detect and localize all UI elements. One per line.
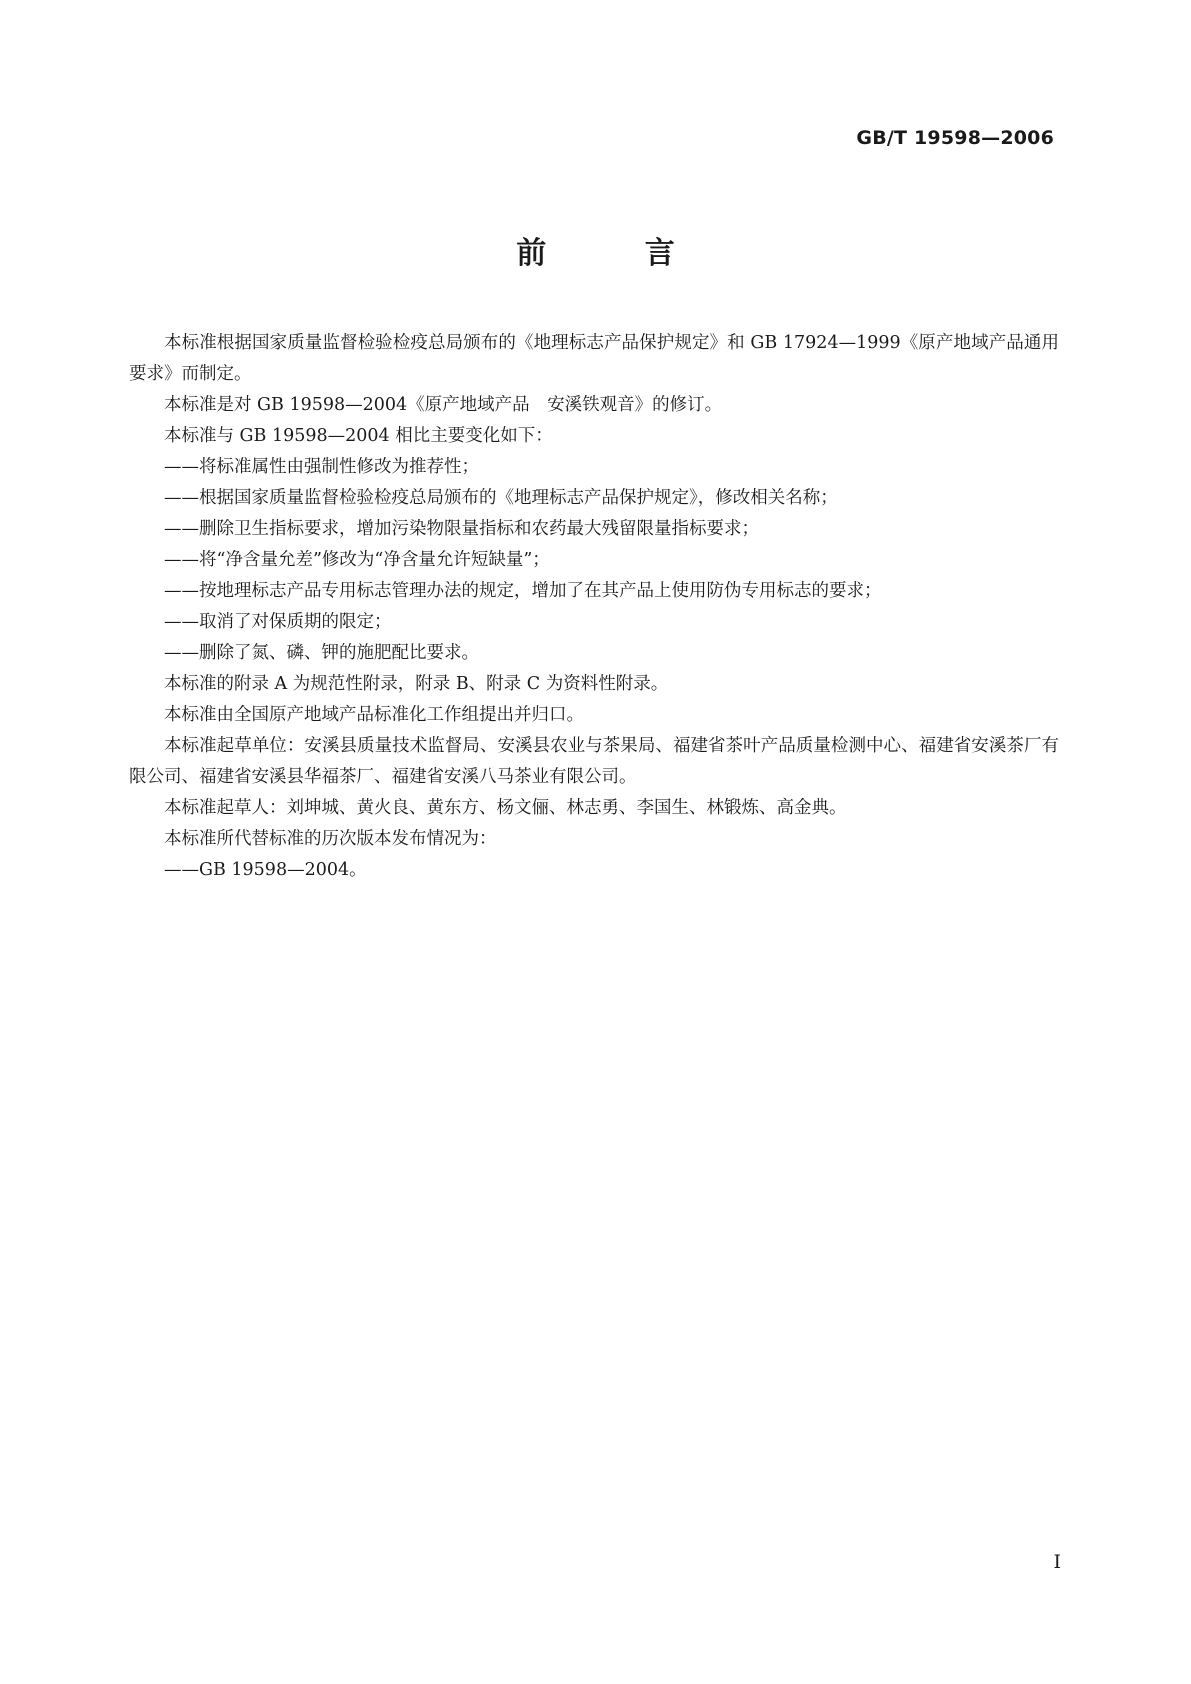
paragraph-proposer: 本标准由全国原产地域产品标准化工作组提出并归口。	[164, 705, 584, 725]
page-number: I	[1053, 1551, 1061, 1573]
paragraph-revision: 本标准是对 GB 19598—2004《原产地域产品 安溪铁观音》的修订。	[164, 395, 723, 415]
paragraph-basis: 本标准根据国家质量监督检验检疫总局颁布的《地理标志产品保护规定》和 GB 17924—1999《原产地域产品通用要求》而制定。	[129, 333, 1059, 384]
change-item: ——将“净含量允差”修改为“净含量允许短缺量”；	[164, 550, 550, 570]
change-item: ——删除卫生指标要求，增加污染物限量指标和农药最大残留限量指标要求；	[164, 519, 759, 539]
change-item: ——删除了氮、磷、钾的施肥配比要求。	[164, 643, 479, 663]
preface-body	[129, 328, 1059, 886]
standard-code: GB/T 19598—2006	[856, 127, 1054, 149]
change-item: ——将标准属性由强制性修改为推荐性；	[164, 457, 479, 477]
paragraph-appendix: 本标准的附录 A 为规范性附录，附录 B、附录 C 为资料性附录。	[164, 674, 669, 694]
history-item: ——GB 19598—2004。	[164, 860, 367, 880]
change-item: ——根据国家质量监督检验检疫总局颁布的《地理标志产品保护规定》，修改相关名称；	[164, 488, 838, 508]
paragraph-changes-intro: 本标准与 GB 19598—2004 相比主要变化如下：	[164, 426, 553, 446]
change-item: ——按地理标志产品专用标志管理办法的规定，增加了在其产品上使用防伪专用标志的要求；	[164, 581, 882, 601]
paragraph-drafters: 本标准起草人：刘坤城、黄火良、黄东方、杨文俪、林志勇、李国生、林锻炼、高金典。	[164, 798, 847, 818]
page-title: 前 言	[516, 236, 719, 271]
paragraph-history-intro: 本标准所代替标准的历次版本发布情况为：	[164, 829, 497, 849]
change-item: ——取消了对保质期的限定；	[164, 612, 392, 632]
paragraph-drafting-units: 本标准起草单位：安溪县质量技术监督局、安溪县农业与茶果局、福建省茶叶产品质量检测中心、福建省安溪茶厂有限公司、福建省安溪县华福茶厂、福建省安溪八马茶业有限公司。	[129, 736, 1059, 787]
